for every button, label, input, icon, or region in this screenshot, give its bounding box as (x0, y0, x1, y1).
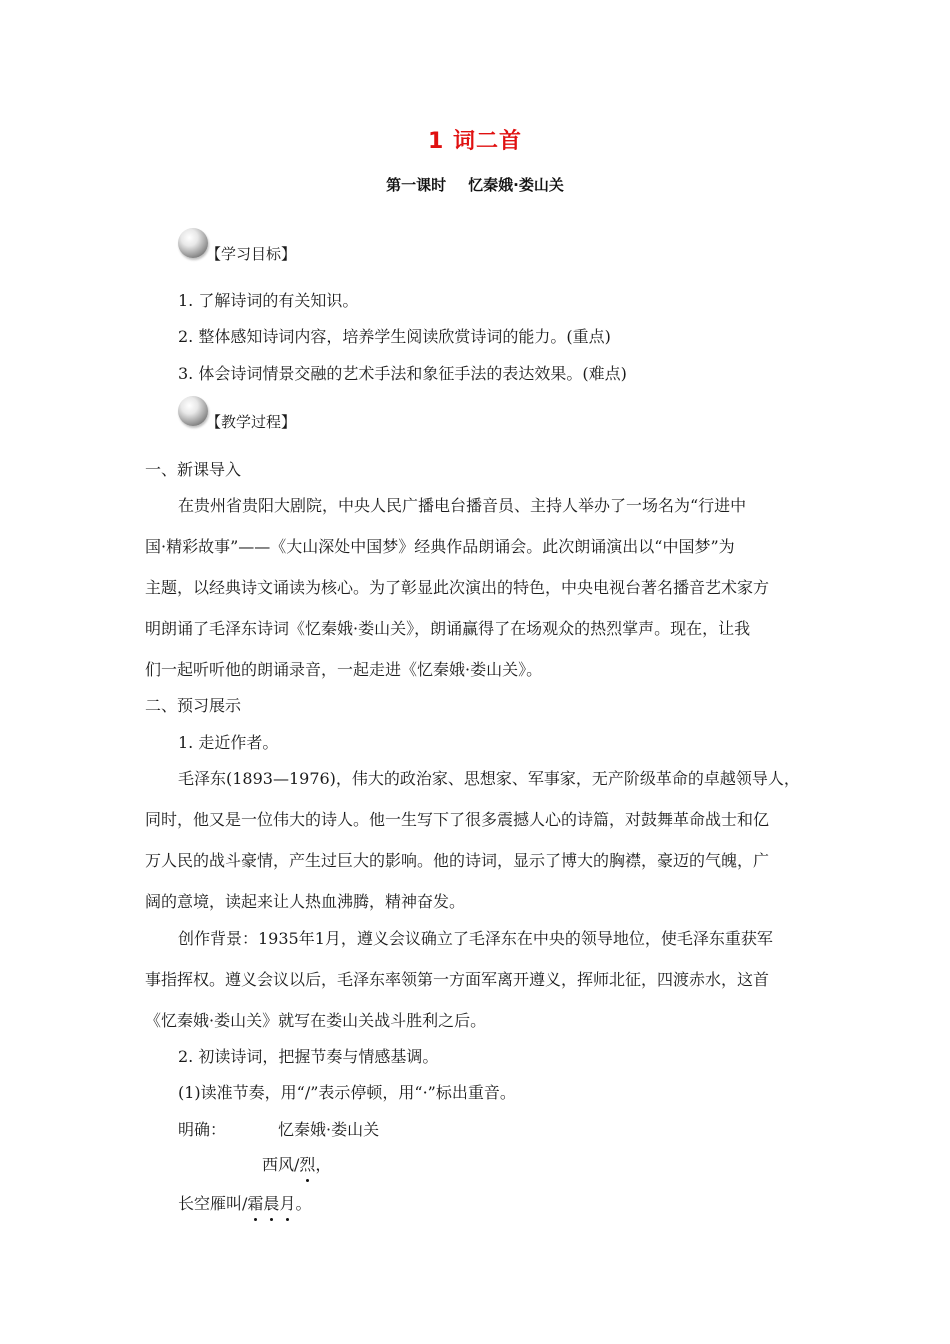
poem-title: 忆秦娥·娄山关 (278, 1120, 380, 1139)
process-heading-text: 【教学过程】 (206, 413, 297, 431)
poem-text: 。 (295, 1194, 312, 1213)
subtitle-poem: 忆秦娥·娄山关 (468, 176, 564, 194)
task-line: (1)读准节奏，用“/”表示停顿，用“·”标出重音。 (178, 1083, 516, 1102)
section-title: 二、预习展示 (145, 696, 242, 715)
objectives-heading-text: 【学习目标】 (206, 245, 297, 263)
paragraph-line: 毛泽东(1893—1976)，伟大的政治家、思想家、军事家，无产阶级革命的卓越领导人， (178, 769, 800, 788)
paragraph-line: 创作背景：1935年1月，遵义会议确立了毛泽东在中央的领导地位，使毛泽东重获军 (178, 929, 773, 948)
paragraph-line: 阔的意境，读起来让人热血沸腾，精神奋发。 (145, 892, 466, 911)
stressed-char: 霜 (247, 1194, 264, 1213)
paragraph-line: 在贵州省贵阳大剧院，中央人民广播电台播音员、主持人举办了一场名为“行进中 (178, 496, 747, 515)
paragraph-line: 主题，以经典诗文诵读为核心。为了彰显此次演出的特色，中央电视台著名播音艺术家方 (145, 578, 770, 597)
poem-line (178, 1194, 311, 1214)
lesson-title: 1 词二首 (428, 129, 522, 154)
poem-text: 长空雁叫/ (178, 1194, 248, 1213)
poem-text: ， (315, 1155, 332, 1174)
paragraph-line: 同时，他又是一位伟大的诗人。他一生写下了很多震撼人心的诗篇，对鼓舞革命战士和亿 (145, 810, 770, 829)
paragraph-line: 《忆秦娥·娄山关》就写在娄山关战斗胜利之后。 (145, 1011, 487, 1030)
objective-item: 3. 体会诗词情景交融的艺术手法和象征手法的表达效果。(难点) (178, 364, 627, 383)
list-item: 2. 初读诗词，把握节奏与情感基调。 (178, 1047, 439, 1066)
paragraph-line: 国·精彩故事”——《大山深处中国梦》经典作品朗诵会。此次朗诵演出以“中国梦”为 (145, 537, 735, 556)
lesson-subtitle (0, 174, 950, 195)
globe-icon (178, 396, 208, 426)
stressed-char: 烈 (299, 1155, 316, 1174)
subtitle-period: 第一课时 (386, 176, 447, 194)
section-title: 一、新课导入 (145, 460, 242, 479)
paragraph-line: 万人民的战斗豪情，产生过巨大的影响。他的诗词，显示了博大的胸襟，豪迈的气魄，广 (145, 851, 770, 870)
paragraph-line: 明朗诵了毛泽东诗词《忆秦娥·娄山关》，朗诵赢得了在场观众的热烈掌声。现在，让我 (145, 619, 751, 638)
poem-text: 西风/ (262, 1155, 300, 1174)
poem-line (262, 1155, 331, 1175)
clarify-label: 明确： (178, 1120, 227, 1139)
stressed-char: 月 (279, 1194, 296, 1213)
process-heading (178, 400, 296, 432)
objective-item: 2. 整体感知诗词内容，培养学生阅读欣赏诗词的能力。(重点) (178, 327, 611, 346)
paragraph-line: 们一起听听他的朗诵录音，一起走进《忆秦娥·娄山关》。 (145, 660, 543, 679)
objective-item: 1. 了解诗词的有关知识。 (178, 291, 359, 310)
paragraph-line: 事指挥权。遵义会议以后，毛泽东率领第一方面军离开遵义，挥师北征，四渡赤水，这首 (145, 970, 770, 989)
stressed-char: 晨 (263, 1194, 280, 1213)
globe-icon (178, 228, 208, 258)
list-item: 1. 走近作者。 (178, 733, 279, 752)
objectives-heading (178, 232, 296, 264)
